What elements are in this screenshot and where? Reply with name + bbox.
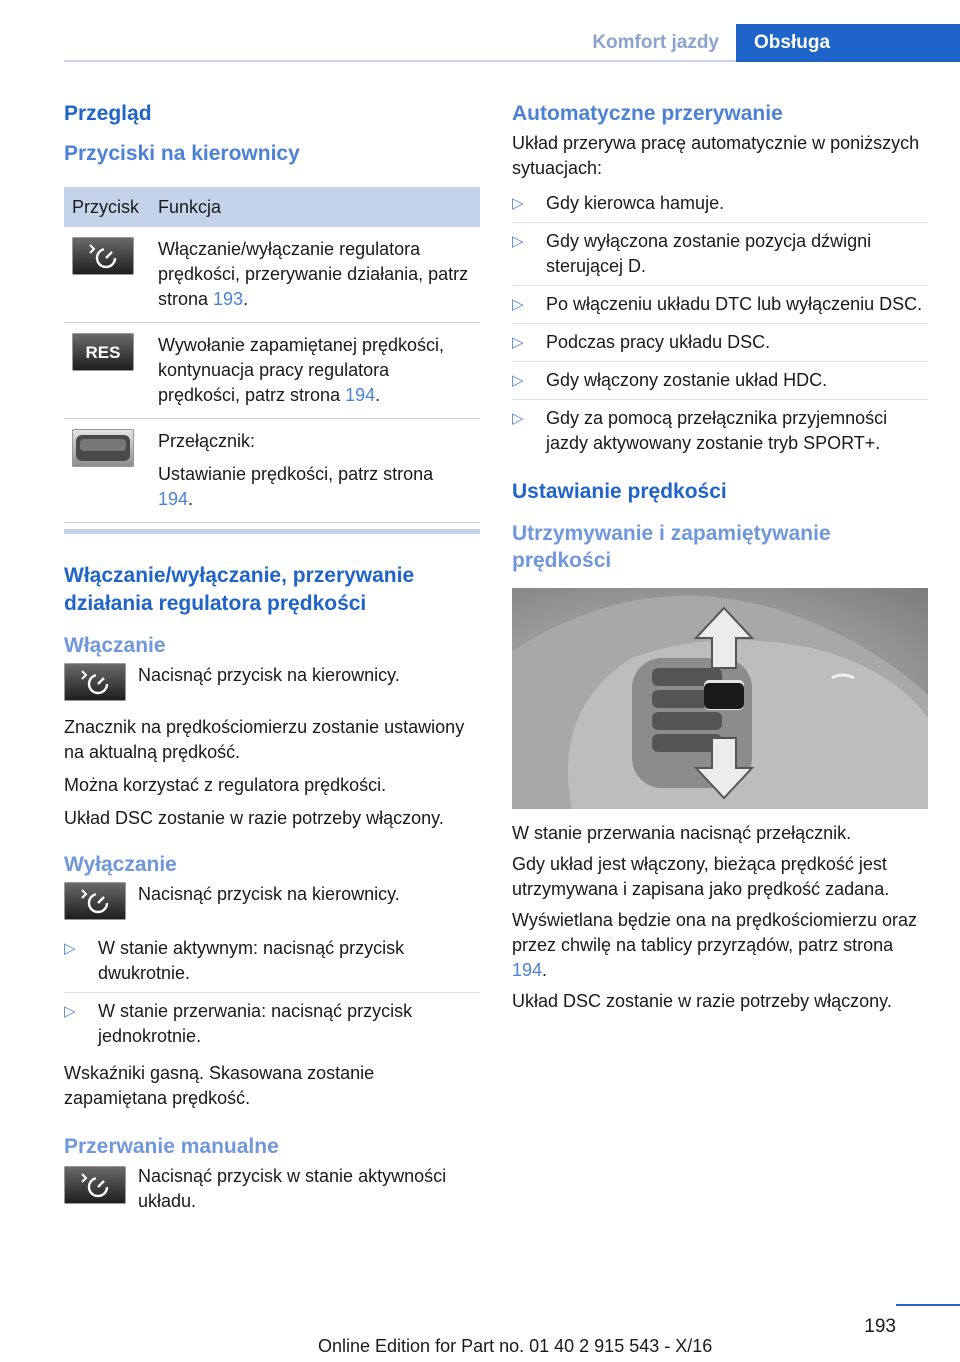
off-instruction: Nacisnąć przycisk na kierownicy. <box>138 884 400 904</box>
triangle-bullet-icon: ▷ <box>512 233 524 250</box>
list-item <box>512 229 928 286</box>
page-link[interactable]: 194 <box>345 385 376 405</box>
page-link[interactable]: 194 <box>512 960 543 980</box>
on-instruction: Nacisnąć przycisk na kierownicy. <box>138 665 400 685</box>
speed-paragraph-4: Układ DSC zostanie w razie potrzeby włączony. <box>512 991 892 1011</box>
on-paragraph-1: Znacznik na prędkościomierzu zostanie ustawiony na aktualną prędkość. <box>64 717 465 762</box>
list-item <box>512 292 928 324</box>
speed-paragraph-2: Gdy układ jest włączony, bieżąca prędkość jest utrzymywana i zapisana jako prędkość zadana. <box>512 854 890 899</box>
cruise-control-icon <box>64 663 126 701</box>
row-text-label: Przełącznik: <box>158 431 256 451</box>
off-instruction-row <box>64 882 480 920</box>
row-text: Ustawianie prędkości, patrz strona <box>158 464 434 484</box>
manual-title: Przerwanie manualne <box>64 1135 279 1158</box>
off-paragraph: Wskaźniki gasną. Skasowana zostanie zapamiętana prędkość. <box>64 1063 375 1108</box>
on-title: Włączanie <box>64 634 166 657</box>
manual-instruction: Nacisnąć przycisk w stanie aktywności układu. <box>138 1166 447 1211</box>
table-header-button: Przycisk <box>64 187 150 227</box>
list-item-text: Gdy kierowca hamuje. <box>546 193 725 213</box>
list-item-text: Podczas pracy układu DSC. <box>546 332 771 352</box>
table-row <box>64 323 480 419</box>
row-text-end: . <box>375 385 381 405</box>
triangle-bullet-icon: ▷ <box>512 296 524 313</box>
cruise-control-icon <box>64 1166 126 1204</box>
list-item-text: Gdy wyłączona zostanie pozycja dźwigni sterującej D. <box>546 231 872 276</box>
table-row <box>64 227 480 323</box>
list-item <box>512 406 928 462</box>
list-item-text: W stanie przerwania: nacisnąć przycisk jednokrotnie. <box>98 1001 413 1046</box>
table-end-rule <box>64 529 480 534</box>
triangle-bullet-icon: ▷ <box>512 410 524 427</box>
speed-title: Ustawianie prędkości <box>512 480 727 503</box>
list-item <box>64 999 480 1055</box>
button-function-table <box>64 187 480 523</box>
steering-wheel-photo <box>512 588 928 809</box>
left-column <box>64 100 480 1214</box>
edition-note: Online Edition for Part no. 01 40 2 915 543 - X/16 <box>318 1336 713 1356</box>
triangle-bullet-icon: ▷ <box>512 195 524 212</box>
page-number: 193 <box>864 1316 896 1337</box>
list-item-text: Gdy za pomocą przełącznika przyjemności jazdy aktywowany zostanie tryb SPORT+. <box>546 408 888 453</box>
row-text: Wywołanie zapamiętanej prędkości, kontynuacja pracy regulatora prędkości, patrz strona <box>158 335 444 405</box>
page-link[interactable]: 194 <box>158 489 189 509</box>
cruise-control-icon <box>64 882 126 920</box>
table-header-function: Funkcja <box>150 187 480 227</box>
row-text: Włączanie/wyłączanie regulatora prędkości, przerywanie działania, patrz strona <box>158 239 469 309</box>
section-tab[interactable]: Komfort jazdy <box>592 32 719 53</box>
triangle-bullet-icon: ▷ <box>64 1003 76 1020</box>
speed-paragraph-3-end: . <box>542 960 548 980</box>
off-title: Wyłączanie <box>64 853 177 876</box>
triangle-bullet-icon: ▷ <box>64 940 76 957</box>
list-item-text: Gdy włączony zostanie układ HDC. <box>546 370 828 390</box>
speed-paragraph-1: W stanie przerwania nacisnąć przełącznik. <box>512 823 852 843</box>
right-column <box>512 100 928 1014</box>
off-list <box>64 936 480 1055</box>
triangle-bullet-icon: ▷ <box>512 334 524 351</box>
auto-list <box>512 191 928 462</box>
row-text-end: . <box>188 489 194 509</box>
list-item <box>512 191 928 223</box>
table-row <box>64 419 480 523</box>
list-item-text: Po włączeniu układu DTC lub wyłączeniu DSC. <box>546 294 923 314</box>
footer-rule <box>896 1304 960 1306</box>
list-item <box>512 330 928 362</box>
auto-intro: Układ przerywa pracę automatycznie w poniższych sytuacjach: <box>512 133 920 178</box>
active-tab[interactable]: Obsługa <box>736 24 960 62</box>
on-paragraph-2: Można korzystać z regulatora prędkości. <box>64 775 387 795</box>
list-item-text: W stanie aktywnym: nacisnąć przycisk dwukrotnie. <box>98 938 405 983</box>
list-item <box>64 936 480 993</box>
triangle-bullet-icon: ▷ <box>512 372 524 389</box>
speed-paragraph-3: Wyświetlana będzie ona na prędkościomierzu oraz przez chwilę na tablicy przyrządów, patrz strona <box>512 910 918 955</box>
manual-instruction-row <box>64 1164 480 1214</box>
page-link[interactable]: 193 <box>213 289 244 309</box>
res-button-icon: RES <box>72 333 134 371</box>
on-instruction-row <box>64 663 480 701</box>
hold-title: Utrzymywanie i zapamiętywanie prędkości <box>512 522 831 572</box>
cruise-control-icon <box>72 237 134 275</box>
rocker-switch-icon <box>72 429 134 467</box>
auto-title: Automatyczne przerywanie <box>512 102 783 125</box>
section-subtitle: Przyciski na kierownicy <box>64 142 300 165</box>
on-paragraph-3: Układ DSC zostanie w razie potrzeby włączony. <box>64 808 444 828</box>
section-title: Włączanie/wyłączanie, przerywanie działania regulatora prędkości <box>64 564 415 615</box>
row-text-end: . <box>243 289 249 309</box>
page-title: Przegląd <box>64 102 152 125</box>
list-item <box>512 368 928 400</box>
